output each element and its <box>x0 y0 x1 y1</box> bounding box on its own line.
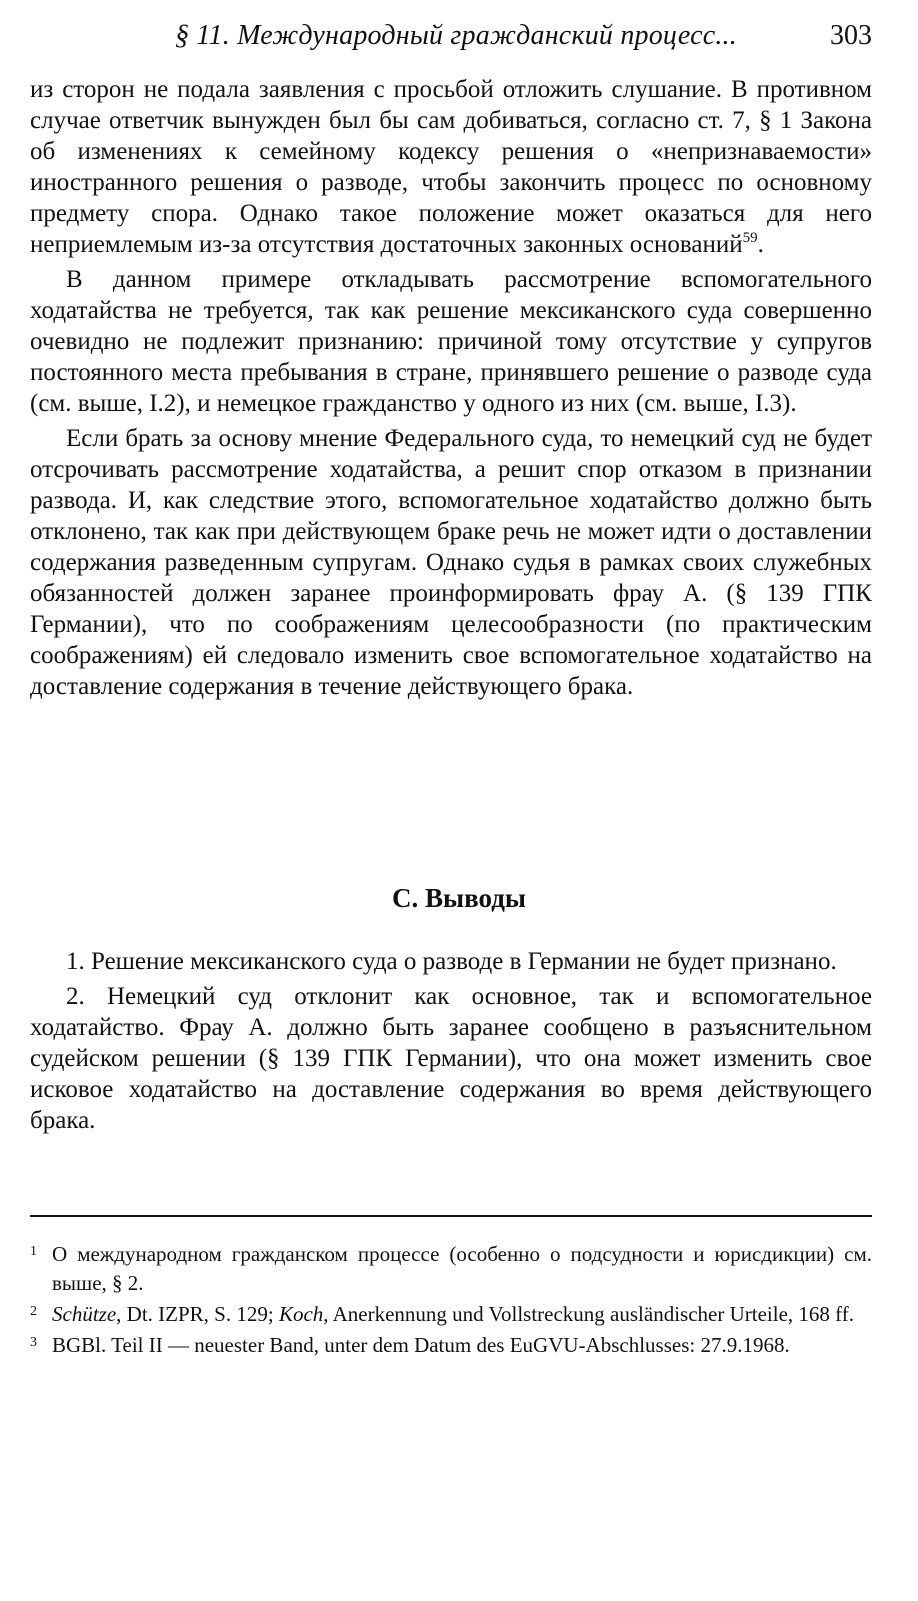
footnote <box>30 1300 872 1329</box>
footnote-text: BGBl. Teil II — neuester Band, unter dem Datum des EuGVU-Abschlusses: 27.9.1968. <box>52 1333 790 1357</box>
paragraph: Если брать за основу мнение Федерального суда, то немецкий суд не будет отсрочивать рассмотрение ходатайства, а решит спор отказом в признании развода. И, как следствие этого, вспомогательное ходатайство должно быть отклонено, так как при действующем браке речь не может идти о доставлении содержания разведенным супругам. Однако судья в рамках своих служебных обязанностей должен заранее проинформировать фрау А. (§ 139 ГПК Германии), что по соображениям целесообразности (по практическим соображениям) ей следовало изменить свое вспомогательное ходатайство на доставление содержания в течение действующего брака. <box>30 425 872 700</box>
conclusion-item: 2. Немецкий суд отклонит как основное, так и вспомогательное ходатайство. Фрау А. должно быть заранее сообщено в разъяснительном судейском решении (§ 139 ГПК Германии), что она может изменить свое исковое ходатайство на доставление содержания во время действующего брака. <box>30 983 872 1134</box>
footnote-reference: 59 <box>742 230 758 246</box>
footnote-mark: 2 <box>30 1304 37 1319</box>
footnote-author: Koch <box>278 1302 324 1326</box>
conclusions-list <box>30 946 872 1136</box>
paragraph-end: . <box>757 231 764 258</box>
page-number: 303 <box>830 20 872 51</box>
footnote-text: , Dt. IZPR, S. 129; <box>116 1302 279 1326</box>
footnote <box>30 1240 872 1298</box>
conclusion-item: 1. Решение мексиканского суда о разводе в Германии не будет признано. <box>66 948 837 975</box>
footnote-mark: 1 <box>30 1244 37 1259</box>
running-title: § 11. Международный гражданский процесс... <box>175 20 737 51</box>
footnote-author: Schütze <box>52 1302 117 1326</box>
paragraph: В данном примере откладывать рассмотрение вспомогательного ходатайства не требуется, так как решение мексиканского суда совершенно очевидно не подлежит признанию: причиной тому отсутствие у супругов постоянного места пребывания в стране, принявшего решение о разводе суда (см. выше, I.2), и немецкое гражданство у одного из них (см. выше, I.3). <box>30 266 872 417</box>
footnote-divider <box>30 1215 872 1217</box>
paragraph-text: из сторон не подала заявления с просьбой отложить слушание. В противном случае ответчик вынужден был бы сам добиваться, согласно ст. 7, § 1 Закона об изменениях к семейному кодексу решения о «непризнаваемости» иностранного решения о разводе, чтобы закончить процесс по основному предмету спора. Однако такое положение может оказаться для него неприемлемым из-за отсутствия достаточных законных оснований <box>30 76 872 258</box>
paragraph-continued <box>30 74 872 260</box>
footnote-text: , Anerkennung und Vollstreckung ausländischer Urteile, 168 ff. <box>323 1302 854 1326</box>
footnotes <box>30 1240 872 1362</box>
footnote-mark: 3 <box>30 1335 37 1350</box>
running-head <box>30 14 872 58</box>
footnote-text: О международном гражданском процессе (особенно о подсудности и юрисдикции) см. выше, § 2. <box>52 1242 872 1295</box>
footnote <box>30 1331 872 1360</box>
section-heading: С. Выводы <box>392 883 526 913</box>
main-text <box>30 74 872 702</box>
